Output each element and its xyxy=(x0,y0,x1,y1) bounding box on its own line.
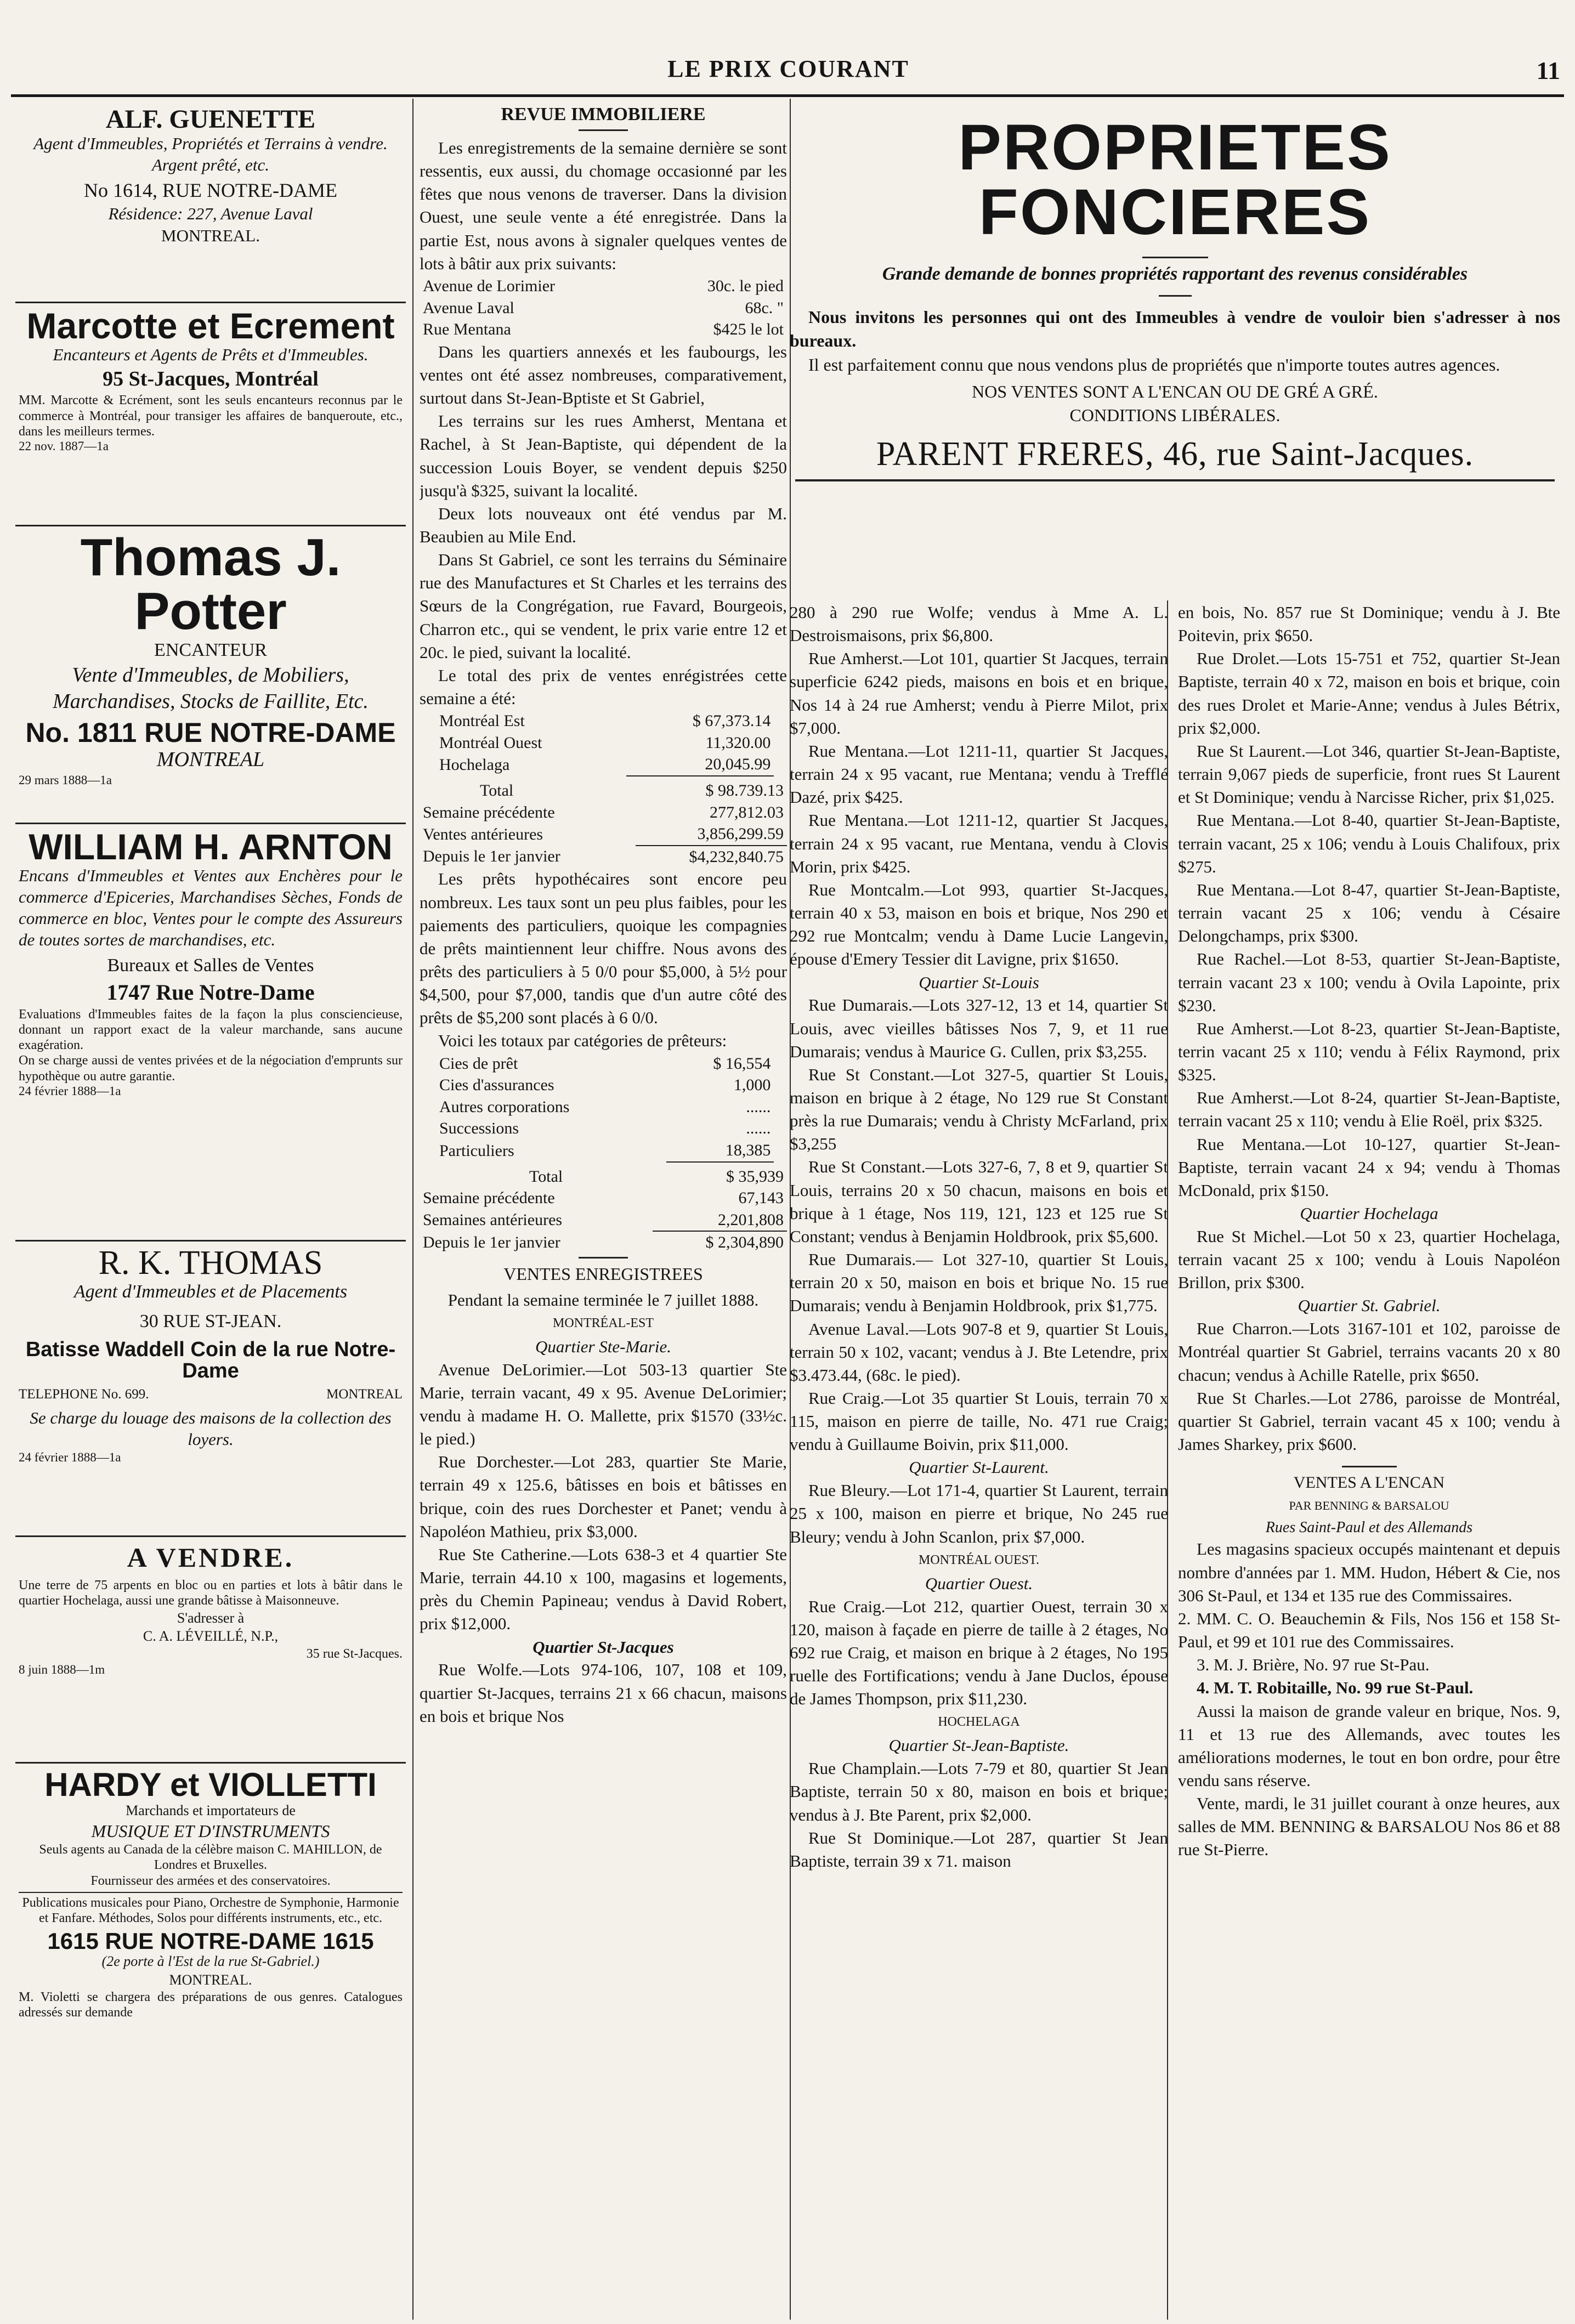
ad-footer: M. Violetti se chargera des préparations de ous genres. Catalogues adressés sur demande xyxy=(19,1989,403,2020)
table-row xyxy=(436,710,774,732)
table-cell: 277,812.03 xyxy=(710,803,784,821)
table-row xyxy=(436,753,774,776)
ward-heading: Quartier Ouest. xyxy=(925,1573,1033,1593)
auction-item: 4. M. T. Robitaille, No. 99 rue St-Paul. xyxy=(1197,1678,1474,1698)
auction-item: Vente, mardi, le 31 juillet courant à onze heures, aux salles de MM. BENNING & BARSALOU Nos 86 et 88 rue St-Pierre. xyxy=(1178,1794,1560,1860)
table-cell: ...... xyxy=(746,1119,771,1138)
ad-city: MONTREAL xyxy=(326,1387,403,1402)
table-row xyxy=(436,1140,774,1162)
auction-location: Rues Saint-Paul et des Allemands xyxy=(1265,1518,1473,1536)
section-intro: Pendant la semaine terminée le 7 juillet 1888. xyxy=(447,1290,759,1310)
marcotte-advertisement xyxy=(15,303,406,526)
table-row xyxy=(436,1074,774,1096)
ad-description: Seuls agents au Canada de la célèbre maison C. MAHILLON, de Londres et Bruxelles. xyxy=(39,1842,382,1873)
ad-city: MONTREAL xyxy=(156,748,265,771)
summary-table xyxy=(420,780,787,868)
table-row xyxy=(420,275,787,297)
sale-entry: Rue Mentana.—Lot 8-47, quartier St-Jean-Baptiste, terrain vacant 25 x 106; vendu à Césaire Delongchamps, prix $300. xyxy=(1178,880,1560,946)
column-divider xyxy=(412,99,413,2320)
table-cell: Montréal Ouest xyxy=(439,733,542,752)
ad-note: (2e porte à l'Est de la rue St-Gabriel.) xyxy=(101,1953,320,1970)
ad-description: Agent d'Immeubles, Propriétés et Terrains à vendre. Argent prêté, etc. xyxy=(33,133,388,174)
totals-table xyxy=(436,710,774,776)
ward-heading: Quartier Hochelaga xyxy=(1300,1204,1438,1223)
sale-entry: Rue St Constant.—Lot 327-5, quartier St Louis, maison en brique à 2 étage, No 129 rue St Constant près la rue Dumarais; vendu à Christy McFarland, prix $3,255 xyxy=(790,1064,1168,1154)
sale-entry: Rue Craig.—Lot 35 quartier St Louis, terrain 70 x 115, maison en pierre de taille, No. 471 rue Craig; vendu à Guillaume Boivin, prix $11,000. xyxy=(790,1388,1168,1454)
banner-title: PROPRIETES FONCIERES xyxy=(958,111,1392,248)
sale-entry: Rue Amherst.—Lot 8-24, quartier St-Jean-Baptiste, terrain vacant 25 x 110; vendu à Elie Roël, prix $325. xyxy=(1178,1088,1560,1131)
article-paragraph: Le total des prix de ventes enrégistrées cette semaine a été: xyxy=(420,665,787,708)
ward-heading: Quartier St-Laurent. xyxy=(909,1458,1049,1477)
sale-entry: Rue St Dominique.—Lot 287, quartier St Jean Baptiste, terrain 39 x 71. maison xyxy=(790,1828,1168,1870)
sale-entry: Avenue Laval.—Lots 907-8 et 9, quartier St Louis, terrain 50 x 102, vacant; vendus à J. Bte Letendre, prix $3.473.44, (68c. le pied). xyxy=(790,1319,1168,1385)
table-cell: 68c. " xyxy=(745,298,784,317)
table-cell: Avenue de Lorimier xyxy=(423,276,556,295)
advertisement-title: A VENDRE. xyxy=(127,1542,294,1573)
page-number: 11 xyxy=(1536,56,1560,84)
table-row xyxy=(420,1231,787,1254)
sale-entry: Rue Amherst.—Lot 101, quartier St Jacques, terrain superficie 6242 pieds, maisons en bois et en brique, Nos 14 à 24 rue Amherst; vendu à Pierre Milot, prix $7,000. xyxy=(790,649,1168,738)
table-cell: Hochelaga xyxy=(439,755,510,774)
sale-entry: Rue St Laurent.—Lot 346, quartier St-Jean-Baptiste, terrain 9,067 pieds de superficie, front rues St Laurent et St Dominique; vendu à Narcisse Richer, prix $1,025. xyxy=(1178,741,1560,807)
firm-name: PARENT FRERES, 46, rue Saint-Jacques. xyxy=(876,435,1474,473)
potter-advertisement xyxy=(15,526,406,824)
sales-listing-right xyxy=(1178,601,1560,2319)
table-row xyxy=(420,802,787,824)
ad-building: Batisse Waddell Coin de la rue Notre-Dame xyxy=(25,1337,396,1382)
section-rule xyxy=(1159,295,1192,297)
table-row xyxy=(436,732,774,754)
ad-offices: Bureaux et Salles de Ventes xyxy=(107,955,314,976)
table-cell: 18,385 xyxy=(666,1140,774,1162)
table-row xyxy=(420,1187,787,1209)
header-rule xyxy=(11,94,1564,97)
sale-entry: Rue Mentana.—Lot 10-127, quartier St-Jean-Baptiste, terrain vacant 24 x 94; vendu à Thomas McDonald, prix $150. xyxy=(1178,1134,1560,1200)
sale-entry: Rue Champlain.—Lots 7-79 et 80, quartier St Jean Baptiste, terrain 50 x 80, maison en bois et brique; vendus à J. Bte Parent, prix $2,000. xyxy=(790,1759,1168,1824)
ad-address: 30 RUE ST-JEAN. xyxy=(139,1311,282,1331)
advertiser-name: ALF. GUENETTE xyxy=(105,105,316,134)
table-row xyxy=(420,780,787,802)
ad-description: Vente d'Immeubles, de Mobiliers, Marchandises, Stocks de Faillite, Etc. xyxy=(53,664,369,713)
ad-residence: Résidence: 227, Avenue Laval xyxy=(108,204,313,224)
advertiser-name: WILLIAM H. ARNTON xyxy=(29,826,393,867)
arnton-advertisement xyxy=(15,824,406,1242)
advertiser-name: Marcotte et Ecrement xyxy=(26,305,395,346)
parent-freres-advertisement xyxy=(790,102,1560,594)
table-cell: Cies de prêt xyxy=(439,1054,518,1073)
ad-conditions: NOS VENTES SONT A L'ENCAN OU DE GRÉ A GRÉ. xyxy=(972,382,1378,402)
ad-city: MONTREAL. xyxy=(169,1971,252,1988)
table-row xyxy=(420,1166,787,1188)
ad-address: No 1614, RUE NOTRE-DAME xyxy=(84,179,337,202)
article-paragraph: Les prêts hypothécaires sont encore peu nombreux. Les taux sont un peu plus faibles, pour les paiements des particuliers, quoique les compagnies de prêts maintiennent leur chiffre. Nous avons des prêts des particuliers à 5 0/0 pour $5,000, à 5½ pour $4,500, pour $7,000, tandis que d'un autre côté des prêts de $5,200 sont placés à 6 0/0. xyxy=(420,869,787,1028)
auction-item: 2. MM. C. O. Beauchemin & Fils, Nos 156 et 158 St-Paul, et 99 et 101 rue des Commissaires. xyxy=(1178,1608,1560,1652)
ad-body: Il est parfaitement connu que nous vendons plus de propriétés que n'importe toutes autres agences. xyxy=(808,354,1500,375)
table-cell: Ventes antérieures xyxy=(423,825,543,843)
ad-date: 8 juin 1888—1m xyxy=(19,1663,105,1677)
ad-description: Marchands et importateurs de xyxy=(126,1802,296,1819)
advertiser-name: HARDY et VIOLLETTI xyxy=(44,1766,377,1803)
section-rule xyxy=(795,479,1555,481)
sale-entry: Rue Montcalm.—Lot 993, quartier St-Jacques, terrain 40 x 53, maison en bois et brique, Nos 290 et 292 rue Montcalm; vendu à Dame Lucie Langevin, épouse d'Emery Tessier dit Lavigne, prix $1650. xyxy=(790,880,1168,969)
table-cell: 1,000 xyxy=(733,1076,771,1095)
table-cell: Semaines antérieures xyxy=(423,1211,563,1229)
section-heading: VENTES A L'ENCAN xyxy=(1293,1473,1445,1492)
table-cell: Avenue Laval xyxy=(423,298,514,317)
table-cell: Particuliers xyxy=(439,1141,514,1160)
revue-column xyxy=(420,102,787,2319)
ward-heading: Quartier St-Jacques xyxy=(532,1637,674,1657)
ad-phone: TELEPHONE No. 699. xyxy=(19,1387,149,1402)
hardy-advertisement xyxy=(15,1764,406,2026)
thomas-advertisement xyxy=(15,1242,406,1537)
ad-conditions: CONDITIONS LIBÉRALES. xyxy=(1069,405,1281,426)
table-cell: Semaine précédente xyxy=(423,803,555,821)
ad-body: Evaluations d'Immeubles faites de la façon la plus consciencieuse, donnant un rapport exact de la valeur marchande, sans aucune exagération. xyxy=(19,1007,403,1053)
ad-address: 1615 RUE NOTRE-DAME 1615 xyxy=(47,1928,374,1954)
sale-entry: Rue Dumarais.—Lots 327-12, 13 et 14, quartier St Louis, avec vieilles bâtisses Nos 7, 9, et 11 rue Dumarais; vendus à Maurice G. Cullen, prix $3,255. xyxy=(790,995,1168,1061)
sale-entry: Rue Dorchester.—Lot 283, quartier Ste Marie, terrain 49 x 125.6, bâtisses en bois et bâtisses en brique, coin des rues Dorchester et Panet; vendu à Napoléon Mathieu, prix $3,000. xyxy=(420,1452,787,1541)
sale-entry: Rue Dumarais.— Lot 327-10, quartier St Louis, terrain 20 x 50, maison en bois et brique No. 15 rue Dumarais; vendu à Benjamin Holdbrook, prix $1,775. xyxy=(790,1250,1168,1316)
ward-heading: Quartier St. Gabriel. xyxy=(1298,1296,1441,1316)
sales-listing-left xyxy=(790,601,1168,2319)
guenette-advertisement xyxy=(15,102,406,303)
table-row xyxy=(436,1096,774,1118)
ad-date: 24 février 1888—1a xyxy=(19,1450,121,1464)
article-paragraph: Les enregistrements de la semaine dernière se sont ressentis, eux aussi, du chomage occasionné par les fêtes que nous venons de traverser. Dans la division Ouest, une seule vente a été enregistrée. Dans la partie Est, nous avons à signaler quelques ventes de lots à bâtir aux prix suivants: xyxy=(420,138,787,273)
ad-description: Encans d'Immeubles et Ventes aux Enchères pour le commerce d'Epiceries, Marchandises Sèches, Fonds de commerce en bloc, Ventes pour le compte des Assureurs de toutes sortes de marchandises, etc. xyxy=(19,866,403,949)
advertisement-column xyxy=(15,102,406,2319)
table-row xyxy=(420,823,787,846)
ad-description: MUSIQUE ET D'INSTRUMENTS xyxy=(91,1821,330,1841)
table-cell: $425 le lot xyxy=(713,320,784,339)
district-heading: HOCHELAGA xyxy=(938,1715,1020,1730)
ad-body: Publications musicales pour Piano, Orchestre de Symphonie, Harmonie et Fanfare. Méthodes, Solos pour différents instruments, etc., etc. xyxy=(19,1892,403,1926)
table-cell: $ 16,554 xyxy=(713,1054,771,1073)
ad-description: Fournisseur des armées et des conservatoires. xyxy=(90,1873,331,1888)
ad-address: No. 1811 RUE NOTRE-DAME xyxy=(25,717,396,748)
price-table xyxy=(420,275,787,341)
sale-entry: Rue St Michel.—Lot 50 x 23, quartier Hochelaga, terrain vacant 25 x 100; vendu à Louis Napoléon Brillon, prix $300. xyxy=(1178,1226,1560,1293)
table-cell: 3,856,299.59 xyxy=(636,823,787,846)
table-cell: ...... xyxy=(746,1097,771,1116)
ad-body: Nous invitons les personnes qui ont des Immeubles à vendre de vouloir bien s'adresser à nos bureaux. xyxy=(790,307,1560,351)
sale-entry: en bois, No. 857 rue St Dominique; vendu à J. Bte Poitevin, prix $650. xyxy=(1178,603,1560,645)
table-row xyxy=(420,297,787,319)
table-cell: $ 35,939 xyxy=(726,1167,784,1186)
table-cell: 67,143 xyxy=(738,1189,784,1208)
sale-entry: Rue St Constant.—Lots 327-6, 7, 8 et 9, quartier St Louis, terrains 20 x 50 chacun, maisons en bois et brique à 1 étage, Nos 119, 121, 123 et 125 rue St Constant; vendus à Benjamin Holdbrook, prix $5,600. xyxy=(790,1157,1168,1246)
table-cell: Cies d'assurances xyxy=(439,1076,554,1095)
sale-entry: Avenue DeLorimier.—Lot 503-13 quartier Ste Marie, terrain vacant, 49 x 95. Avenue DeLorimier; vendu à madame H. O. Mallette, prix $1570 (33½c. le pied.) xyxy=(420,1359,787,1449)
article-paragraph: Dans St Gabriel, ce sont les terrains du Séminaire rue des Manufactures et St Charles et les terrains des Sœurs de la Congrégation, rue Favard, Bourgeois, Charron etc., qui se vendent, le prix varie entre 12 et 20c. le pied, suivant la localité. xyxy=(420,550,787,662)
table-cell: Total xyxy=(480,781,514,800)
ad-date: 22 nov. 1887—1a xyxy=(19,439,109,454)
sale-entry: Rue Drolet.—Lots 15-751 et 752, quartier St-Jean Baptiste, terrain 40 x 72, maison en bois et brique, coin des rues Drolet et Marie-Anne; vendus à Jules Bétrix, prix $2,000. xyxy=(1178,649,1560,738)
sale-entry: 280 à 290 rue Wolfe; vendus à Mme A. L. Destroismaisons, prix $6,800. xyxy=(790,603,1168,645)
table-cell: 2,201,808 xyxy=(653,1209,787,1232)
ad-address: 1747 Rue Notre-Dame xyxy=(106,979,315,1005)
sale-entry: Rue Mentana.—Lot 1211-12, quartier St Jacques, terrain 24 x 95 vacant, rue Mentana, vendu à Clovis Morin, prix $425. xyxy=(790,810,1168,876)
sale-entry: Rue Amherst.—Lot 8-23, quartier St-Jean-Baptiste, terrin vacant 25 x 110; vendu à Félix Raymond, prix $325. xyxy=(1178,1018,1560,1085)
avendre-advertisement xyxy=(15,1537,406,1764)
ad-body: Une terre de 75 arpents en bloc ou en parties et lots à bâtir dans le quartier Hochelaga, aussi une grande bâtisse à Maisonneuve. xyxy=(19,1578,403,1608)
auction-item: 3. M. J. Brière, No. 97 rue St-Pau. xyxy=(1197,1655,1430,1675)
auction-item: Aussi la maison de grande valeur en brique, Nos. 9, 11 et 13 rue des Allemands, avec toutes les améliorations modernes, le tout en bon ordre, pour être vendu sans réserve. xyxy=(1178,1701,1560,1790)
proprietes-column xyxy=(790,102,1560,2319)
ad-contact: S'adresser à xyxy=(177,1609,245,1626)
sale-entry: Rue St Charles.—Lot 2786, paroisse de Montréal, quartier St Gabriel, terrain vacant 45 x 100; vendu à James Sharkey, prix $600. xyxy=(1178,1388,1560,1454)
ad-tagline: Grande demande de bonnes propriétés rapportant des revenus considérables xyxy=(882,264,1468,284)
advertiser-name: Thomas J. Potter xyxy=(80,528,341,640)
table-cell: 20,045.99 xyxy=(626,753,774,776)
table-row xyxy=(420,846,787,868)
table-cell: $4,232,840.75 xyxy=(689,847,784,866)
auctioneer-line: PAR BENNING & BARSALOU xyxy=(1289,1498,1449,1512)
table-cell: 11,320.00 xyxy=(705,733,771,752)
sale-entry: Rue Rachel.—Lot 8-53, quartier St-Jean-Baptiste, terrain vacant 23 x 100; vendu à Ovila Lapointe, prix $230. xyxy=(1178,949,1560,1015)
sale-entry: Rue Mentana.—Lot 1211-11, quartier St Jacques, terrain 24 x 95 vacant, rue Mentana; vendu à Trefflé Dazé, prix $425. xyxy=(790,741,1168,807)
table-cell: Rue Mentana xyxy=(423,320,511,339)
ad-notary: C. A. LÉVEILLÉ, N.P., xyxy=(143,1628,279,1645)
table-cell: 30c. le pied xyxy=(707,276,784,295)
table-cell: Depuis le 1er janvier xyxy=(423,1233,560,1251)
sale-entry: Rue Wolfe.—Lots 974-106, 107, 108 et 109, quartier St-Jacques, terrains 21 x 66 chacun, maisons en bois et brique Nos xyxy=(420,1660,787,1726)
ad-address: 35 rue St-Jacques. xyxy=(306,1647,403,1662)
ad-body: On se charge aussi de ventes privées et de la négociation d'emprunts sur hypothèque ou autre garantie. xyxy=(19,1053,403,1084)
table-cell: $ 2,304,890 xyxy=(705,1233,784,1252)
table-row xyxy=(436,1053,774,1075)
section-rule xyxy=(1342,1466,1397,1467)
table-cell: Successions xyxy=(439,1119,519,1138)
ad-description: Agent d'Immeubles et de Placements xyxy=(73,1282,348,1302)
ad-city: MONTREAL. xyxy=(161,226,260,245)
table-cell: Total xyxy=(529,1167,563,1186)
table-row xyxy=(420,1209,787,1232)
ad-date: 24 février 1888—1a xyxy=(19,1084,121,1098)
sale-entry: Rue Bleury.—Lot 171-4, quartier St Laurent, terrain 25 x 100, maison en pierre et brique, No 245 rue Bleury; vendu à John Scanlon, prix $7,000. xyxy=(790,1481,1168,1546)
ad-description: Se charge du louage des maisons de la collection des loyers. xyxy=(30,1408,392,1449)
sale-entry: Rue Mentana.—Lot 8-40, quartier St-Jean-Baptiste, terrain vacant, 25 x 106; vendu à Louis Chalifoux, prix $275. xyxy=(1178,810,1560,876)
article-paragraph: Dans les quartiers annexés et les faubourgs, les ventes ont été assez nombreuses, comparativement, surtout dans St-Jean-Bptiste et St Gabriel, xyxy=(420,342,787,408)
section-heading: VENTES ENREGISTREES xyxy=(503,1263,703,1284)
lenders-table xyxy=(436,1053,774,1163)
ad-role: ENCANTEUR xyxy=(154,639,267,660)
section-rule xyxy=(1142,257,1208,258)
table-cell: $ 67,373.14 xyxy=(692,712,771,730)
table-cell: $ 98.739.13 xyxy=(705,781,784,800)
table-cell: Depuis le 1er janvier xyxy=(423,847,560,866)
ad-date: 29 mars 1888—1a xyxy=(19,773,112,787)
page-header xyxy=(16,55,1560,93)
section-heading: REVUE IMMOBILIERE xyxy=(501,104,706,124)
sale-entry: Rue Craig.—Lot 212, quartier Ouest, terrain 30 x 120, maison à façade en pierre de taille à 2 étages, No 692 rue Craig, et maison en brique à 2 étages, No 195 ruelle des Fortifications; vendu à Jane Duclos, épouse de James Thompson, prix $11,230. xyxy=(790,1596,1168,1709)
ad-contact-row xyxy=(19,1387,403,1402)
table-cell: Montréal Est xyxy=(439,712,525,730)
auction-item: Les magasins spacieux occupés maintenant et depuis nombre d'années par 1. MM. Hudon, Hébert & Cie, nos 306 St-Paul, et 134 et 135 rue des Commissaires. xyxy=(1178,1539,1560,1605)
lender-summary-table xyxy=(420,1166,787,1254)
advertiser-name: R. K. THOMAS xyxy=(98,1244,323,1282)
district-heading: MONTRÉAL-EST xyxy=(553,1316,654,1330)
table-cell: Autres corporations xyxy=(439,1097,570,1116)
ward-heading: Quartier Ste-Marie. xyxy=(535,1336,671,1356)
ad-address: 95 St-Jacques, Montréal xyxy=(103,367,319,391)
section-rule xyxy=(579,1257,628,1259)
district-heading: MONTRÉAL OUEST. xyxy=(919,1552,1039,1567)
article-paragraph: Deux lots nouveaux ont été vendus par M. Beaubien au Mile End. xyxy=(420,503,787,546)
section-rule xyxy=(579,129,628,131)
ward-heading: Quartier St-Jean-Baptiste. xyxy=(888,1736,1069,1755)
table-row xyxy=(420,319,787,341)
sale-entry: Rue Charron.—Lots 3167-101 et 102, paroisse de Montréal quartier St Gabriel, terrains vacants 20 x 80 chacun; vendus à Achille Ratelle, prix $650. xyxy=(1178,1319,1560,1385)
ad-description: Encanteurs et Agents de Prêts et d'Immeubles. xyxy=(53,345,369,365)
page-title: LE PRIX COURANT xyxy=(667,55,909,82)
table-row xyxy=(436,1118,774,1140)
article-paragraph: Voici les totaux par catégories de prêteurs: xyxy=(438,1031,727,1051)
sale-entry: Rue Ste Catherine.—Lots 638-3 et 4 quartier Ste Marie, terrain 44.10 x 100, magasins et logements, près du Chemin Papineau; vendus à David Robert, prix $12,000. xyxy=(420,1544,787,1634)
ad-body: MM. Marcotte & Ecrément, sont les seuls encanteurs reconnus par le commerce à Montréal, pour transiger les affaires de banqueroute, etc., dans les meilleurs termes. xyxy=(19,393,403,439)
ward-heading: Quartier St-Louis xyxy=(919,972,1039,992)
article-paragraph: Les terrains sur les rues Amherst, Mentana et Rachel, à St Jean-Baptiste, qui dépendent de la succession Louis Boyer, se vendent depuis $250 jusqu'à $325, suivant la localité. xyxy=(420,411,787,500)
table-cell: Semaine précédente xyxy=(423,1189,555,1208)
